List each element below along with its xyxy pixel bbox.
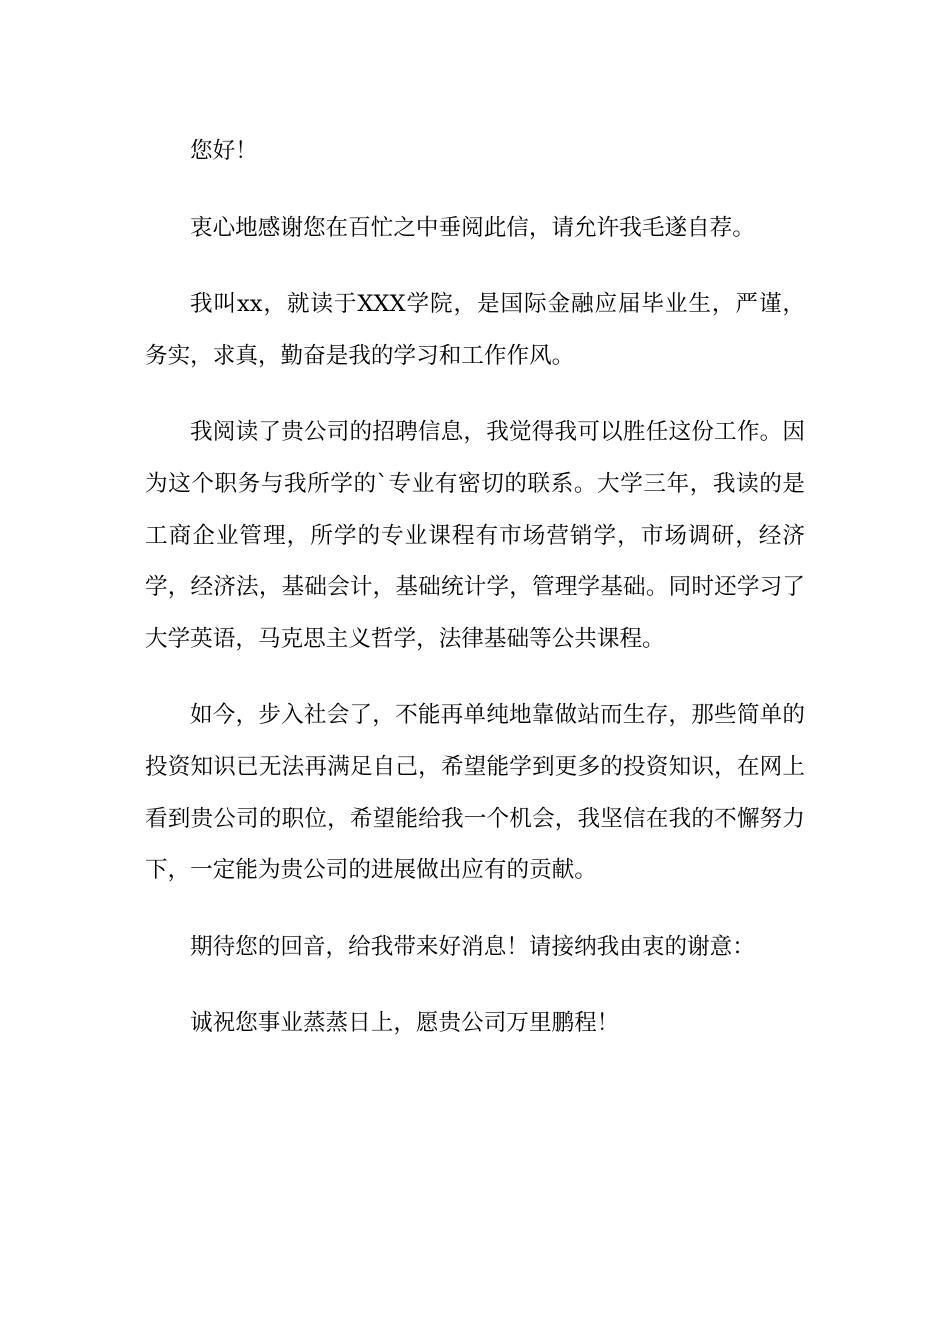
introduction-paragraph: 我叫xx，就读于XXX学院，是国际金融应届毕业生，严谨，务实，求真，勤奋是我的学习和工作作风。	[145, 291, 805, 369]
thanks-paragraph: 衷心地感谢您在百忙之中垂阅此信，请允许我毛遂自荐。	[190, 214, 755, 241]
motivation-paragraph: 如今，步入社会了，不能再单纯地靠做站而生存，那些简单的投资知识已无法再满足自己，希望能学到更多的投资知识，在网上看到贵公司的职位，希望能给我一个机会，我坚信在我的不懈努力下，一定能为贵公司的进展做出应有的贡献。	[145, 702, 805, 884]
qualifications-paragraph: 我阅读了贵公司的招聘信息，我觉得我可以胜任这份工作。因为这个职务与我所学的`专业有密切的联系。大学三年，我读的是工商企业管理，所学的专业课程有市场营销学，市场调研，经济学，经济法，基础会计，基础统计学，管理学基础。同时还学习了大学英语，马克思主义哲学，法律基础等公共课程。	[145, 419, 805, 652]
letter-body	[145, 126, 805, 1075]
greeting-paragraph: 您好！	[190, 138, 258, 164]
closing-paragraph: 期待您的回音，给我带来好消息！请接纳我由衷的谢意：	[190, 933, 755, 960]
wishes-paragraph: 诚祝您事业蒸蒸日上，愿贵公司万里鹏程！	[190, 1010, 620, 1037]
